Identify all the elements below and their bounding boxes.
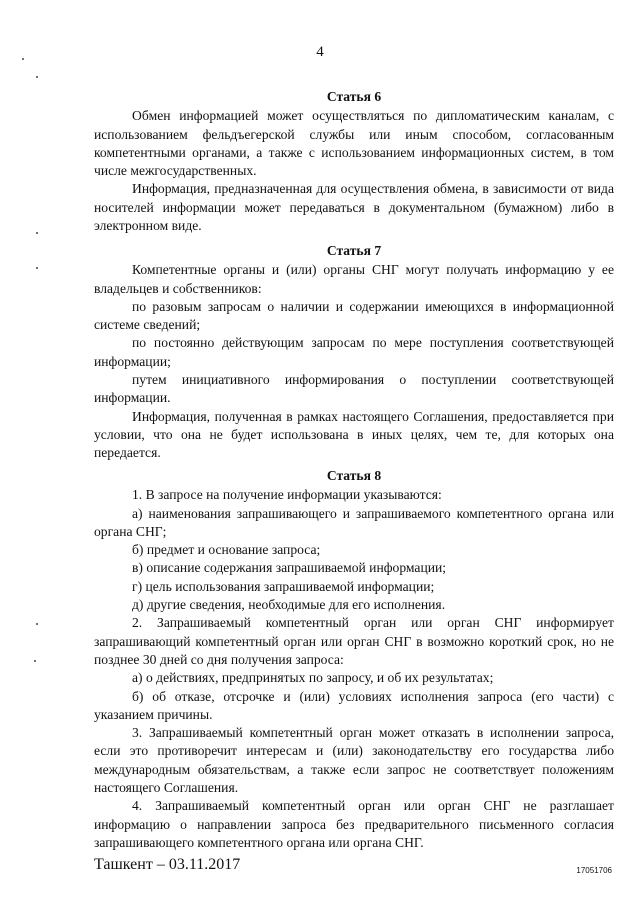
article-8-paragraph: г) цель использования запрашиваемой информации;: [132, 578, 435, 594]
article-7-title: Статья 7: [326, 243, 382, 258]
article-6: [94, 88, 614, 235]
page-number: 4: [316, 44, 324, 60]
article-8-paragraph: 1. В запросе на получение информации указываются:: [132, 487, 442, 503]
scan-speck: [36, 623, 38, 625]
article-8-paragraph: 2. Запрашиваемый компетентный орган или орган СНГ информирует запрашивающий компетентный орган или орган СНГ в возможно короткий срок, но не позднее 30 дней со дня получения запроса:: [94, 615, 614, 667]
footer-place-date: Ташкент – 03.11.2017: [94, 856, 241, 873]
article-8-paragraph: а) о действиях, предпринятых по запросу, и об их результатах;: [132, 670, 494, 686]
article-6-paragraph: Обмен информацией может осуществляться по дипломатическим каналам, с использованием фельдъегерской службы или иным способом, согласованным компетентными органами, а также с использованием информационных систем, в том числе межгосударственных.: [94, 108, 614, 179]
scan-speck: [36, 232, 38, 234]
article-8-paragraph: в) описание содержания запрашиваемой информации;: [132, 560, 447, 576]
article-8-paragraph: б) предмет и основание запроса;: [132, 542, 321, 558]
article-7-paragraph: по разовым запросам о наличии и содержании имеющихся в информационной системе сведений;: [94, 298, 614, 333]
scan-speck: [36, 267, 38, 269]
article-7: [94, 242, 614, 463]
article-7-paragraph: Компетентные органы и (или) органы СНГ могут получать информацию у ее владельцев и собственников:: [94, 262, 614, 296]
scan-speck: [34, 660, 36, 662]
article-7-paragraph: Информация, полученная в рамках настоящего Соглашения, предоставляется при условии, что она не будет использована в иных целях, чем те, для которых она передается.: [94, 408, 614, 461]
article-7-paragraph: путем инициативного информирования о поступлении соответствующей информации.: [94, 372, 614, 406]
article-8-paragraph: а) наименования запрашивающего и запрашиваемого компетентного органа или органа СНГ;: [94, 505, 614, 539]
article-8-title: Статья 8: [326, 468, 382, 483]
article-8-paragraph: д) другие сведения, необходимые для его исполнения.: [132, 597, 446, 613]
article-7-paragraph: по постоянно действующим запросам по мере поступления соответствующей информации;: [94, 335, 614, 369]
article-6-paragraph: Информация, предназначенная для осуществления обмена, в зависимости от вида носителей информации может передаваться в документальном (бумажном) либо в электронном виде.: [94, 181, 614, 234]
footer-document-code: 17051706: [576, 866, 612, 875]
article-8-paragraph: б) об отказе, отсрочке и (или) условиях исполнения запроса (его части) с указанием причины.: [94, 688, 614, 722]
article-6-title: Статья 6: [326, 89, 382, 104]
article-8-paragraph: 3. Запрашиваемый компетентный орган может отказать в исполнении запроса, если это противоречит интересам и (или) законодательству его государства либо международным обязательствам, а также если запрос не соответствует положениям настоящего Соглашения.: [94, 725, 614, 796]
scan-speck: [36, 76, 38, 78]
article-8-paragraph: 4. Запрашиваемый компетентный орган или орган СНГ не разглашает информацию о направлении запроса без предварительного письменного согласия запрашивающего компетентного органа или органа СНГ.: [94, 798, 614, 850]
article-8: [94, 467, 614, 852]
